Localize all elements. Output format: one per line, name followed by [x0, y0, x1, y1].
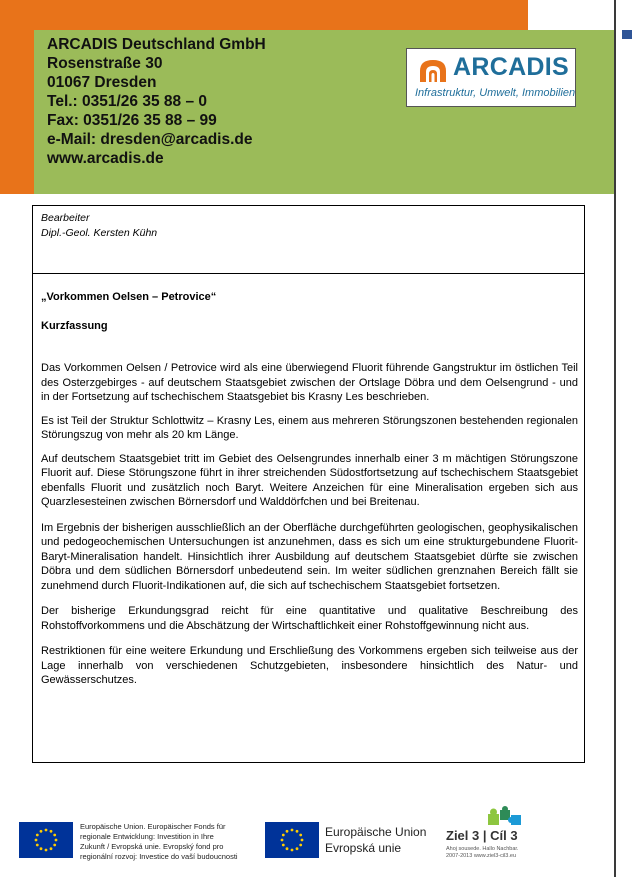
address-street: Rosenstraße 30	[47, 55, 163, 72]
summary-paragraph-2: Es ist Teil der Struktur Schlottwitz – Krasny Les, einem aus mehreren Störungszonen bestehenden regionalen Störungszug von mehr als 20 km Länge.	[41, 414, 578, 441]
summary-content	[41, 290, 578, 688]
header-orange-side	[0, 30, 34, 194]
eu-label	[325, 825, 426, 856]
eu-stars-icon	[265, 822, 319, 858]
document-subtitle: Kurzfassung	[41, 319, 108, 332]
arcadis-logo	[406, 48, 576, 107]
author-box	[32, 205, 585, 274]
summary-paragraph-5: Der bisherige Erkundungsgrad reicht für eine quantitative und qualitative Beschreibung des Rohstoffvorkommens und die Abschätzung der Wirtschaftlichkeit einer Rohstoffgewinnung nicht aus.	[41, 605, 578, 632]
header-orange-bar	[0, 0, 528, 30]
ziel3-label: Ziel 3 | Cíl 3	[446, 828, 518, 843]
address-website: www.arcadis.de	[47, 150, 164, 167]
summary-paragraph-4: Im Ergebnis der bisherigen ausschließlich an der Oberfläche durchgeführten geologischen, geophysikalischen und pedogeochemischen Untersuchungen ist anzunehmen, dass es sich um eine strukturgebundene Fluorit-Baryt-Mineralisation handelt. Hinsichtlich ihrer Ausbildung auf deutschem Staatsgebiet dürfte sie zwischen Döbra und dem südlichen Börnersdorf unbedeutend sein. Im weiter südlichen grenznahen Bereich fällt sie zunehmend durch Fluorit-Indikationen auf, die sich auf tschechischem Staatsgebiet fortsetzen.	[41, 521, 578, 592]
logo-tagline: Infrastruktur, Umwelt, Immobilien	[415, 87, 576, 99]
ziel3-puzzle-icon	[486, 806, 524, 828]
page-corner-marker	[622, 30, 632, 39]
address-phone: Tel.: 0351/26 35 88 – 0	[47, 93, 207, 110]
company-name: ARCADIS Deutschland GmbH	[47, 36, 266, 53]
eu-fund-line: Zukunft / Evropská unie. Evropský fond pro	[80, 842, 224, 851]
eu-label-cz: Evropská unie	[325, 840, 402, 855]
summary-paragraph-3: Auf deutschem Staatsgebiet tritt im Gebiet des Oelsengrundes innerhalb einer 3 m mächtigen Störungszone Fluorit auf. Diese Störungszone führt in ihrer streichenden Südostfortsetzung auf tschechischem Staatsgebiet ebenfalls Fluorit und zusätzlich noch Baryt. Weitere Anzeichen für eine Mineralisation ergeben sich aus Quarzlesesteinen zwischen Börnersdorf und Walddörfchen und bei Breitenau.	[41, 452, 578, 508]
eu-flag-icon	[19, 822, 73, 858]
eu-fund-line: regionální rozvoj: Investice do vaší budoucnosti	[80, 852, 238, 861]
eu-fund-line: Europäische Union. Europäischer Fonds für	[80, 822, 226, 831]
arcadis-emblem-icon	[418, 57, 448, 83]
author-role: Bearbeiter	[41, 212, 90, 224]
document-title: „Vorkommen Oelsen – Petrovice“	[41, 291, 217, 303]
company-address	[47, 35, 266, 168]
eu-fund-text	[80, 822, 238, 862]
author-name: Dipl.-Geol. Kersten Kühn	[41, 227, 158, 239]
ziel3-period-url: 2007-2013 www.ziel3-cil3.eu	[446, 853, 517, 859]
author-info	[41, 211, 157, 241]
ziel3-subtext	[446, 846, 518, 860]
address-fax: Fax: 0351/26 35 88 – 99	[47, 112, 217, 129]
eu-flag-icon-2	[265, 822, 319, 858]
eu-fund-line: regionale Entwicklung: Investition in Ihre	[80, 832, 214, 841]
ziel3-slogan: Ahoj sousede. Hallo Nachbar.	[446, 846, 519, 852]
summary-paragraph-1: Das Vorkommen Oelsen / Petrovice wird als eine überwiegend Fluorit führende Gangstruktur im östlichen Teil des Osterzgebirges - auf deutschem Staatsgebiet zwischen der Ortslage Döbra und dem Oelsengrund - und in der Fortsetzung auf tschechischem Staatsgebiet bis Krasny Les beschrieben.	[41, 362, 578, 403]
eu-label-de: Europäische Union	[325, 825, 427, 839]
eu-stars-icon	[19, 822, 73, 858]
summary-box	[32, 273, 585, 763]
address-city: 01067 Dresden	[47, 74, 157, 91]
page-right-rule	[614, 0, 616, 877]
address-email: e-Mail: dresden@arcadis.de	[47, 131, 253, 148]
logo-wordmark: ARCADIS	[453, 53, 569, 81]
summary-paragraph-6: Restriktionen für eine weitere Erkundung und Erschließung des Vorkommens ergeben sich teilweise aus der Lage innerhalb von verschiedenen Schutzgebieten, insbesondere hinsichtlich des Natur- und Gewässerschutzes.	[41, 645, 578, 686]
